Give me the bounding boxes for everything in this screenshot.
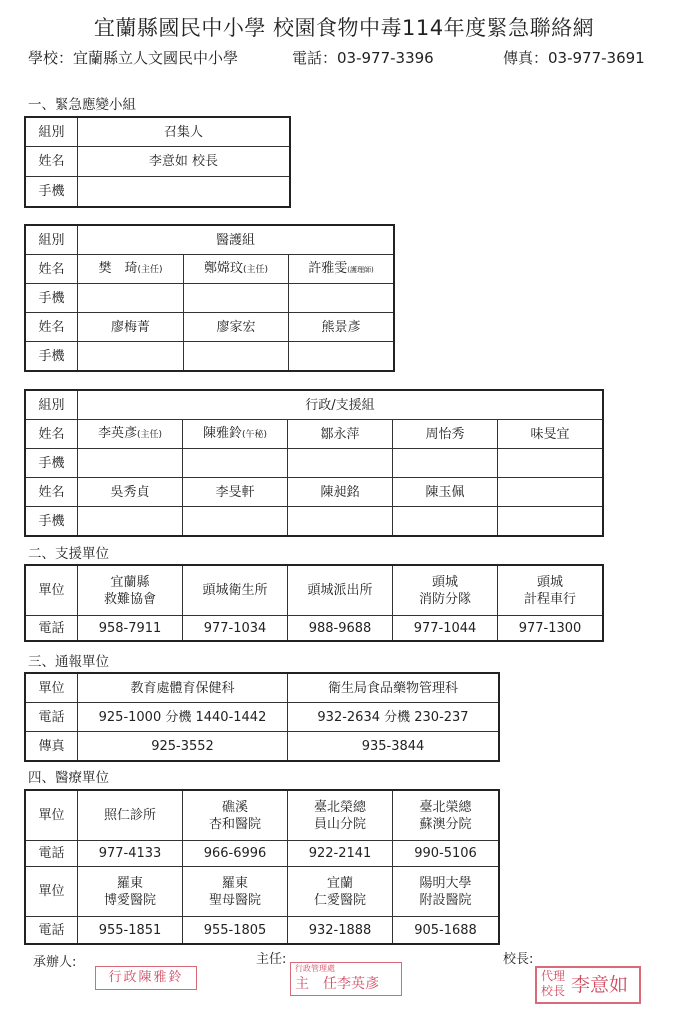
member-name: 鄭嫦玟(主任) [184, 255, 289, 284]
unit-name: 衛生局食品藥物管理科 [288, 674, 499, 703]
member-name [498, 478, 603, 507]
school-phone: 電話：03-977-3396 [292, 49, 434, 67]
group-label: 組別 [26, 391, 78, 420]
medical-units-table [25, 790, 499, 944]
hospital-name: 礁溪 杏和醫院 [183, 791, 288, 841]
member-name: 樊 琦(主任) [78, 255, 184, 284]
principal-label: 校長: [503, 952, 534, 967]
convener-table [25, 117, 290, 207]
director-stamp-top: 行政管理處 [295, 964, 335, 973]
mobile-value [289, 284, 394, 313]
mobile-value [78, 449, 183, 478]
medical-team-table [25, 225, 394, 371]
hospital-phone: 955-1851 [78, 917, 183, 944]
mobile-value [288, 507, 393, 536]
principal-stamp-a: 代理 [541, 969, 566, 983]
fax-label: 傳真 [26, 732, 78, 761]
director-stamp-main: 主 任李英彥 [295, 976, 379, 992]
member-name: 陳雅鈴(午秘) [183, 420, 288, 449]
unit-phone: 977-1044 [393, 616, 498, 641]
director-label: 主任: [256, 952, 287, 967]
unit-phone: 988-9688 [288, 616, 393, 641]
member-name: 廖梅菁 [78, 313, 184, 342]
group-label: 組別 [26, 118, 78, 147]
unit-phone: 958-7911 [78, 616, 183, 641]
member-name: 熊景彥 [289, 313, 394, 342]
name-label: 姓名 [26, 420, 78, 449]
unit-phone: 977-1034 [183, 616, 288, 641]
member-name: 許雅雯(護理師) [289, 255, 394, 284]
page-title: 宜蘭縣國民中小學 校園食物中毒114年度緊急聯絡網 [93, 16, 595, 40]
member-name: 味旻宜 [498, 420, 603, 449]
mobile-value [78, 284, 184, 313]
convener-name: 李意如 校長 [78, 147, 290, 177]
handler-label: 承辦人: [33, 955, 77, 970]
phone-label: 電話 [26, 616, 78, 641]
member-name: 李旻軒 [183, 478, 288, 507]
hospital-name: 臺北榮總 員山分院 [288, 791, 393, 841]
unit-phone: 977-1300 [498, 616, 603, 641]
group-value: 醫護組 [78, 226, 394, 255]
unit-fax: 935-3844 [288, 732, 499, 761]
phone-label: 電話 [26, 917, 78, 944]
member-name: 周怡秀 [393, 420, 498, 449]
section-support-units: 二、支援單位 [28, 546, 109, 562]
hospital-name: 臺北榮總 蘇澳分院 [393, 791, 499, 841]
name-label: 姓名 [26, 478, 78, 507]
member-name: 吳秀貞 [78, 478, 183, 507]
mobile-label: 手機 [26, 177, 78, 207]
mobile-value [498, 507, 603, 536]
member-name: 陳昶銘 [288, 478, 393, 507]
member-name: 陳玉佩 [393, 478, 498, 507]
unit-name: 頭城 消防分隊 [393, 566, 498, 616]
unit-phone: 925-1000 分機 1440-1442 [78, 703, 288, 732]
mobile-value [289, 342, 394, 371]
mobile-label: 手機 [26, 342, 78, 371]
name-label: 姓名 [26, 313, 78, 342]
hospital-phone: 990-5106 [393, 841, 499, 867]
admin-team-table [25, 390, 603, 536]
hospital-phone: 955-1805 [183, 917, 288, 944]
school-name: 學校：宜蘭縣立人文國民中小學 [28, 49, 239, 67]
section-emergency-team: 一、緊急應變小組 [28, 97, 136, 113]
mobile-value [183, 507, 288, 536]
unit-label: 單位 [26, 566, 78, 616]
mobile-value [78, 507, 183, 536]
group-value: 行政/支援組 [78, 391, 603, 420]
hospital-name: 羅東 聖母醫院 [183, 867, 288, 917]
name-label: 姓名 [26, 255, 78, 284]
unit-name: 教育處體育保健科 [78, 674, 288, 703]
hospital-name: 陽明大學 附設醫院 [393, 867, 499, 917]
principal-stamp-name: 李意如 [571, 974, 629, 996]
mobile-value [184, 284, 289, 313]
phone-label: 電話 [26, 841, 78, 867]
hospital-phone: 932-1888 [288, 917, 393, 944]
mobile-value [183, 449, 288, 478]
section-report-units: 三、通報單位 [28, 654, 109, 670]
support-units-table [25, 565, 603, 641]
hospital-name: 羅東 博愛醫院 [78, 867, 183, 917]
group-label: 組別 [26, 226, 78, 255]
hospital-phone: 966-6996 [183, 841, 288, 867]
mobile-value [498, 449, 603, 478]
mobile-label: 手機 [26, 284, 78, 313]
name-label: 姓名 [26, 147, 78, 177]
handler-stamp: 行政陳雅鈴 [95, 966, 197, 990]
principal-stamp-b: 校長 [541, 984, 566, 998]
hospital-phone: 977-4133 [78, 841, 183, 867]
member-name: 鄒永萍 [288, 420, 393, 449]
mobile-value [393, 449, 498, 478]
unit-label: 單位 [26, 674, 78, 703]
unit-name: 頭城 計程車行 [498, 566, 603, 616]
unit-name: 頭城派出所 [288, 566, 393, 616]
hospital-phone: 905-1688 [393, 917, 499, 944]
report-units-table [25, 673, 499, 761]
group-value: 召集人 [78, 118, 290, 147]
mobile-value [184, 342, 289, 371]
section-medical-units: 四、醫療單位 [28, 770, 109, 786]
hospital-name: 照仁診所 [78, 791, 183, 841]
member-name: 李英彥(主任) [78, 420, 183, 449]
mobile-value [393, 507, 498, 536]
hospital-name: 宜蘭 仁愛醫院 [288, 867, 393, 917]
member-name: 廖家宏 [184, 313, 289, 342]
school-fax: 傳真：03-977-3691 [503, 49, 645, 67]
phone-label: 電話 [26, 703, 78, 732]
unit-label: 單位 [26, 867, 78, 917]
director-stamp [290, 962, 402, 996]
unit-phone: 932-2634 分機 230-237 [288, 703, 499, 732]
unit-label: 單位 [26, 791, 78, 841]
unit-fax: 925-3552 [78, 732, 288, 761]
principal-stamp [535, 966, 641, 1004]
mobile-label: 手機 [26, 449, 78, 478]
mobile-value [288, 449, 393, 478]
hospital-phone: 922-2141 [288, 841, 393, 867]
mobile-label: 手機 [26, 507, 78, 536]
unit-name: 宜蘭縣 救難協會 [78, 566, 183, 616]
mobile-value [78, 177, 290, 207]
mobile-value [78, 342, 184, 371]
unit-name: 頭城衛生所 [183, 566, 288, 616]
